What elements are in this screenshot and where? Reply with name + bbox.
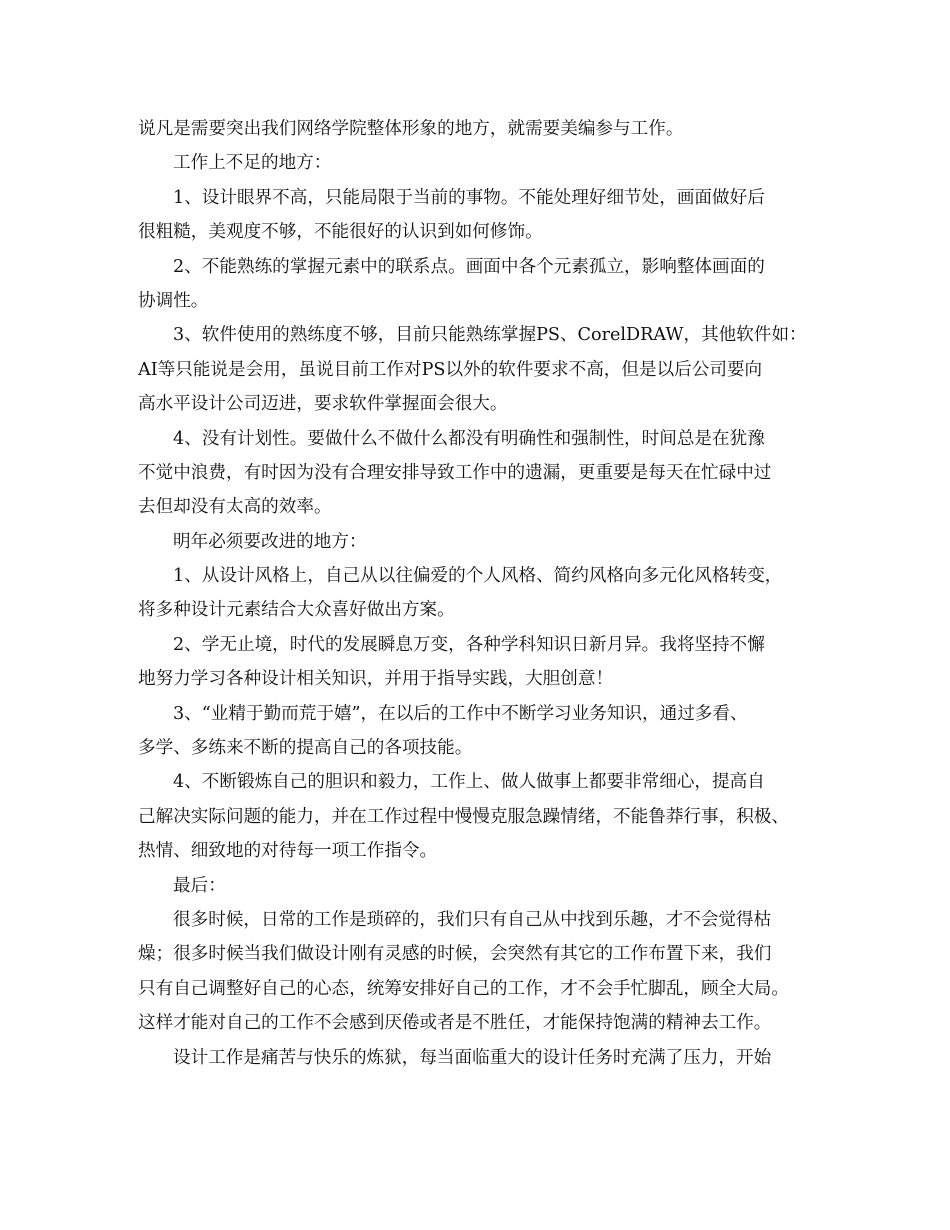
section-heading: 工作上不足的地方： bbox=[173, 153, 332, 174]
text-line: 说凡是需要突出我们网络学院整体形象的地方，就需要美编参与工作。 bbox=[138, 119, 684, 139]
text-line: 多学、多练来不断的提高自己的各项技能。 bbox=[138, 738, 473, 759]
text-line: 很粗糙，美观度不够，不能很好的认识到如何修饰。 bbox=[138, 222, 543, 243]
text-line: 4、不断锻炼自己的胆识和毅力，工作上、做人做事上都要非常细心，提高自 bbox=[173, 772, 765, 793]
text-line: 地努力学习各种设计相关知识，并用于指导实践，大胆创意！ bbox=[138, 669, 614, 690]
text-line: 只有自己调整好自己的心态，统筹安排好自己的工作，才不会手忙脚乱，顾全大局。 bbox=[138, 978, 789, 999]
text-line: 高水平设计公司迈进，要求软件掌握面会很大。 bbox=[138, 394, 508, 415]
text-line: 这样才能对自己的工作不会感到厌倦或者是不胜任，才能保持饱满的精神去工作。 bbox=[138, 1013, 772, 1034]
text-line: 2、不能熟练的掌握元素中的联系点。画面中各个元素孤立，影响整体画面的 bbox=[173, 256, 765, 277]
section-heading: 最后： bbox=[173, 875, 226, 896]
text-line: 协调性。 bbox=[138, 290, 209, 311]
text-line: 很多时候，日常的工作是琐碎的，我们只有自己从中找到乐趣，才不会觉得枯 bbox=[173, 909, 772, 930]
text-line: 设计工作是痛苦与快乐的炼狱，每当面临重大的设计任务时充满了压力，开始 bbox=[173, 1047, 772, 1068]
text-line: 去但却没有太高的效率。 bbox=[138, 497, 332, 518]
text-line: 己解决实际问题的能力，并在工作过程中慢慢克服急躁情绪，不能鲁莽行事，积极、 bbox=[138, 806, 789, 827]
text-line: 燥；很多时候当我们做设计刚有灵感的时候，会突然有其它的工作布置下来，我们 bbox=[138, 944, 772, 965]
text-line: AI等只能说是会用，虽说目前工作对PS以外的软件要求不高，但是以后公司要向 bbox=[138, 359, 763, 380]
section-heading: 明年必须要改进的地方： bbox=[173, 531, 367, 552]
text-line: 2、学无止境，时代的发展瞬息万变，各种学科知识日新月异。我将坚持不懈 bbox=[173, 634, 765, 655]
document-body bbox=[138, 112, 818, 1075]
text-line: 1、从设计风格上，自己从以往偏爱的个人风格、简约风格向多元化风格转变， bbox=[173, 566, 783, 587]
text-line: 3、“业精于勤而荒于嬉”，在以后的工作中不断学习业务知识，通过多看、 bbox=[173, 703, 748, 724]
text-line: 4、没有计划性。要做什么不做什么都没有明确性和强制性，时间总是在犹豫 bbox=[173, 428, 765, 449]
text-line: 1、设计眼界不高，只能局限于当前的事物。不能处理好细节处，画面做好后 bbox=[173, 187, 765, 208]
text-line: 3、软件使用的熟练度不够，目前只能熟练掌握PS、CorelDRAW，其他软件如： bbox=[173, 325, 807, 346]
text-line: 热情、细致地的对待每一项工作指令。 bbox=[138, 841, 438, 862]
text-line: 不觉中浪费，有时因为没有合理安排导致工作中的遗漏，更重要是每天在忙碌中过 bbox=[138, 462, 772, 483]
text-line: 将多种设计元素结合大众喜好做出方案。 bbox=[138, 600, 455, 621]
